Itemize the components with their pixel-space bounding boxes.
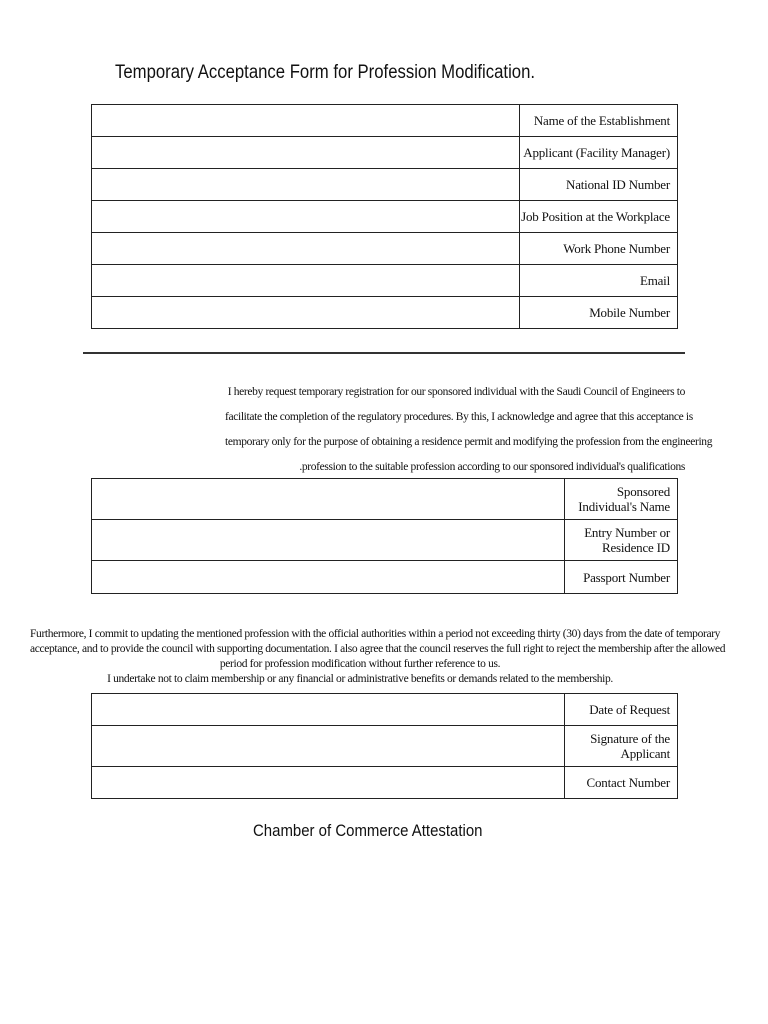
work-phone-field[interactable] <box>92 233 520 265</box>
table-row <box>92 297 678 329</box>
date-of-request-label: Date of Request <box>565 694 678 726</box>
paragraph-line: acceptance, and to provide the council with supporting documentation. I also agree that the council reserves the full right to reject the membership after the allowed <box>30 643 726 655</box>
mobile-number-field[interactable] <box>92 297 520 329</box>
contact-number-field[interactable] <box>92 767 565 799</box>
table-row <box>92 201 678 233</box>
applicant-field[interactable] <box>92 137 520 169</box>
contact-number-label: Contact Number <box>565 767 678 799</box>
form-title: Temporary Acceptance Form for Profession Modification. <box>115 62 536 83</box>
table-row <box>92 694 678 726</box>
label-line: Applicant <box>620 746 670 761</box>
label-line: Signature of the <box>590 731 670 746</box>
applicant-label: Applicant (Facility Manager) <box>520 137 678 169</box>
date-of-request-field[interactable] <box>92 694 565 726</box>
passport-number-field[interactable] <box>92 561 565 594</box>
national-id-label: National ID Number <box>520 169 678 201</box>
attestation-title: Chamber of Commerce Attestation <box>253 821 483 840</box>
commitment-paragraph <box>30 627 726 687</box>
label-line: Entry Number or <box>584 525 670 540</box>
national-id-field[interactable] <box>92 169 520 201</box>
entry-number-label <box>565 520 678 561</box>
paragraph-line: facilitate the completion of the regulatory procedures. By this, I acknowledge and agree that this acceptance is <box>225 411 693 423</box>
label-line: Sponsored <box>616 484 670 499</box>
table-row <box>92 520 678 561</box>
signature-label <box>565 726 678 767</box>
sponsored-individual-table <box>91 478 678 594</box>
establishment-table <box>91 104 678 329</box>
passport-number-label: Passport Number <box>565 561 678 594</box>
paragraph-line: Furthermore, I commit to updating the mentioned profession with the official authorities within a period not exceeding thirty (30) days from the date of temporary <box>30 628 721 640</box>
paragraph-line: .profession to the suitable profession according to our sponsored individual's qualifications <box>299 461 685 473</box>
email-label: Email <box>520 265 678 297</box>
paragraph-line: I undertake not to claim membership or any financial or administrative benefits or demands related to the membership. <box>107 673 613 685</box>
paragraph-line: I hereby request temporary registration for our sponsored individual with the Saudi Council of Engineers to <box>227 386 685 398</box>
table-row <box>92 726 678 767</box>
paragraph-line: temporary only for the purpose of obtaining a residence permit and modifying the profession from the engineering <box>225 436 713 448</box>
entry-number-field[interactable] <box>92 520 565 561</box>
label-line: Residence ID <box>602 540 670 555</box>
email-field[interactable] <box>92 265 520 297</box>
paragraph-line: period for profession modification without further reference to us. <box>219 658 501 670</box>
request-table <box>91 693 678 799</box>
table-row <box>92 767 678 799</box>
sponsored-name-field[interactable] <box>92 479 565 520</box>
table-row <box>92 137 678 169</box>
table-row <box>92 561 678 594</box>
table-row <box>92 105 678 137</box>
section-divider <box>83 352 685 354</box>
sponsored-name-label <box>565 479 678 520</box>
mobile-number-label: Mobile Number <box>520 297 678 329</box>
job-position-field[interactable] <box>92 201 520 233</box>
job-position-label: Job Position at the Workplace <box>520 201 678 233</box>
establishment-name-field[interactable] <box>92 105 520 137</box>
table-row <box>92 479 678 520</box>
table-row <box>92 233 678 265</box>
table-row <box>92 169 678 201</box>
request-paragraph <box>225 380 713 480</box>
signature-field[interactable] <box>92 726 565 767</box>
establishment-name-label: Name of the Establishment <box>520 105 678 137</box>
table-row <box>92 265 678 297</box>
label-line: Individual's Name <box>578 499 670 514</box>
work-phone-label: Work Phone Number <box>520 233 678 265</box>
